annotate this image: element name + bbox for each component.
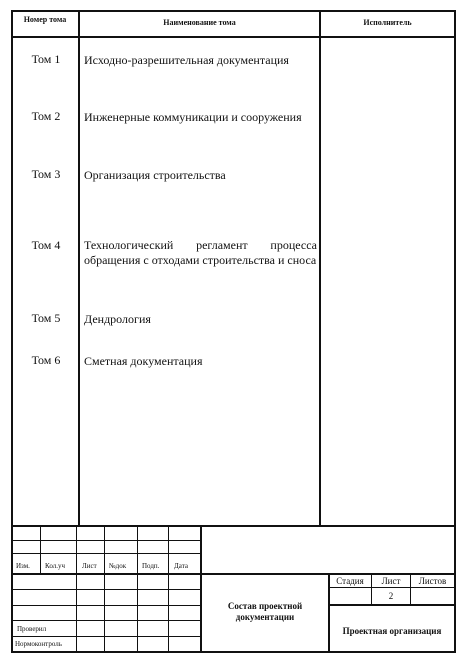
stamp-sheet-number: 2 <box>388 591 394 601</box>
col-divider-2 <box>319 10 321 526</box>
stamp-col-label: Лист <box>82 562 97 570</box>
volume-number-5: Том 5 <box>31 311 61 325</box>
volume-number-2: Том 2 <box>31 109 61 123</box>
volume-number-6: Том 6 <box>31 353 61 367</box>
volume-title-6: Сметная документация <box>84 354 203 368</box>
stamp-col-line <box>76 525 77 652</box>
header-vol-number: Номер тома <box>23 15 67 24</box>
stamp-col-label: Кол.уч <box>45 562 65 570</box>
volume-title-5: Дендрология <box>84 312 151 326</box>
stamp-stage-line <box>328 587 456 588</box>
stamp-col-line <box>168 525 169 652</box>
col-divider-1 <box>78 10 80 526</box>
stamp-organization: Проектная организация <box>342 626 442 636</box>
stamp-row-line <box>11 620 201 621</box>
stamp-col-label: №док <box>109 562 127 570</box>
stamp-doc-title: Состав проектной документации <box>227 601 303 622</box>
volume-title-3: Организация строительства <box>84 168 226 182</box>
stamp-col-label: Подп. <box>142 562 160 570</box>
frame-left <box>11 10 13 653</box>
stamp-checked-label: Проверил <box>17 625 47 633</box>
volume-title-4: Технологический регламент процесса обращения с отходами строительства и сноса <box>84 238 317 267</box>
stamp-row-line <box>11 573 456 575</box>
stamp-col-label: Изм. <box>16 562 30 570</box>
stamp-row-line <box>11 605 201 606</box>
volume-title-1: Исходно-разрешительная документация <box>84 53 289 67</box>
stamp-col-line <box>40 525 41 573</box>
stamp-top <box>11 525 456 527</box>
stamp-sheets-label: Листов <box>418 576 447 586</box>
stamp-col-line <box>200 525 202 652</box>
volume-number-3: Том 3 <box>31 167 61 181</box>
volume-title-2: Инженерные коммуникации и сооружения <box>84 110 302 124</box>
frame-right <box>454 10 456 653</box>
header-vol-name: Наименование тома <box>163 18 236 27</box>
header-executor: Исполнитель <box>363 18 412 27</box>
stamp-row-line <box>11 589 201 590</box>
stamp-row-line <box>11 636 201 637</box>
stamp-sheet-label: Лист <box>381 576 401 586</box>
volume-number-4: Том 4 <box>31 238 61 252</box>
stamp-col-line <box>104 525 105 652</box>
volume-number-1: Том 1 <box>31 52 61 66</box>
stamp-col-label: Дата <box>174 562 188 570</box>
stamp-col-line <box>137 525 138 652</box>
stamp-norm-control-label: Нормоконтроль <box>15 640 62 648</box>
frame-bottom <box>11 651 456 653</box>
stamp-stage-label: Стадия <box>336 576 364 586</box>
stamp-stage-line <box>328 604 456 606</box>
